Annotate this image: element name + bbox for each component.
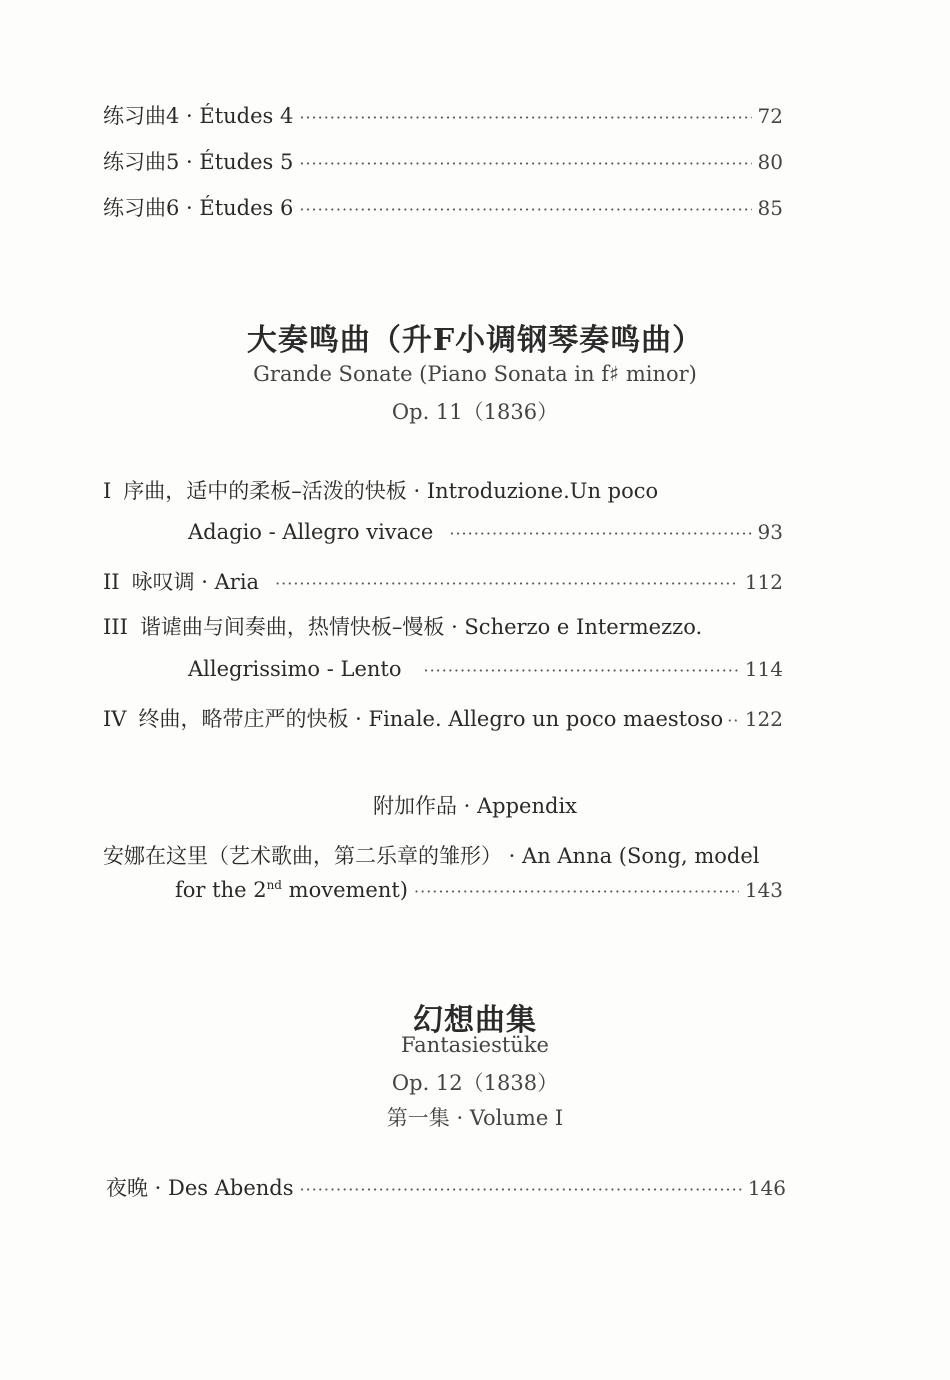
movement-1-line1 — [103, 475, 658, 505]
fantasie-opus: Op. 12（1838） — [391, 1071, 559, 1095]
fantasie-title-cn: 幻想曲集 — [413, 1003, 537, 1038]
leader-dots — [299, 108, 751, 127]
entry-title: for the 2nd movement) — [175, 878, 409, 902]
fantasie-title-en: Fantasiestüke — [401, 1033, 549, 1057]
leader-dots — [299, 200, 751, 219]
page-number: 146 — [747, 1176, 786, 1200]
toc-entry-etudes-6[interactable] — [103, 192, 783, 222]
appendix-heading: 附加作品 · Appendix — [372, 794, 578, 818]
roman-numeral: III — [103, 615, 128, 639]
leader-dots — [275, 574, 739, 593]
toc-entry-etudes-5[interactable] — [103, 146, 783, 176]
entry-title: 练习曲5 · Études 5 — [103, 150, 294, 174]
toc-entry-movement-2[interactable] — [103, 566, 783, 596]
entry-title: 练习曲4 · Études 4 — [103, 104, 294, 128]
leader-dots — [414, 882, 739, 901]
page-number: 93 — [757, 520, 783, 544]
leader-dots — [449, 524, 751, 543]
entry-title: IV 终曲，略带庄严的快板 · Finale. Allegro un poco maestoso — [103, 707, 724, 731]
sonata-title-cn: 大奏鸣曲（升F小调钢琴奏鸣曲） — [246, 323, 704, 358]
page-number: 85 — [757, 196, 783, 220]
entry-title: II 咏叹调 · Aria — [103, 570, 260, 594]
entry-title: Adagio - Allegro vivace — [188, 520, 434, 544]
entry-title: 练习曲6 · Études 6 — [103, 196, 294, 220]
appendix-entry-line1: 安娜在这里（艺术歌曲，第二乐章的雏形） · An Anna (Song, model — [103, 844, 760, 868]
movement-3-line1 — [103, 611, 702, 641]
page-number: 143 — [744, 878, 783, 902]
entry-title: 夜晚 · Des Abends — [106, 1176, 294, 1200]
entry-title: Allegrissimo - Lento — [188, 657, 402, 681]
leader-dots — [299, 154, 751, 173]
roman-numeral: IV — [103, 707, 127, 731]
leader-dots — [727, 711, 739, 730]
roman-numeral: II — [103, 570, 120, 594]
movement-title: 谐谑曲与间奏曲，热情快板–慢板 · Scherzo e Intermezzo. — [139, 615, 703, 639]
sonata-opus: Op. 11（1836） — [391, 400, 559, 424]
leader-dots — [300, 1180, 742, 1199]
toc-entry-movement-3[interactable] — [188, 657, 783, 681]
page-number: 72 — [757, 104, 783, 128]
fantasie-volume: 第一集 · Volume I — [386, 1106, 564, 1130]
roman-numeral: I — [103, 479, 112, 503]
toc-entry-appendix[interactable] — [175, 878, 783, 902]
toc-entry-des-abends[interactable] — [106, 1172, 786, 1202]
toc-entry-etudes-4[interactable] — [103, 100, 783, 130]
toc-entry-movement-4[interactable] — [103, 703, 783, 733]
toc-entry-movement-1[interactable] — [188, 520, 783, 544]
movement-title: 序曲，适中的柔板–活泼的快板 · Introduzione.Un poco — [123, 479, 659, 503]
page-number: 80 — [757, 150, 783, 174]
leader-dots — [423, 661, 738, 680]
page-number: 122 — [744, 707, 783, 731]
page-number: 114 — [744, 657, 783, 681]
page-number: 112 — [744, 570, 783, 594]
sonata-title-en: Grande Sonate (Piano Sonata in f♯ minor) — [253, 362, 697, 386]
